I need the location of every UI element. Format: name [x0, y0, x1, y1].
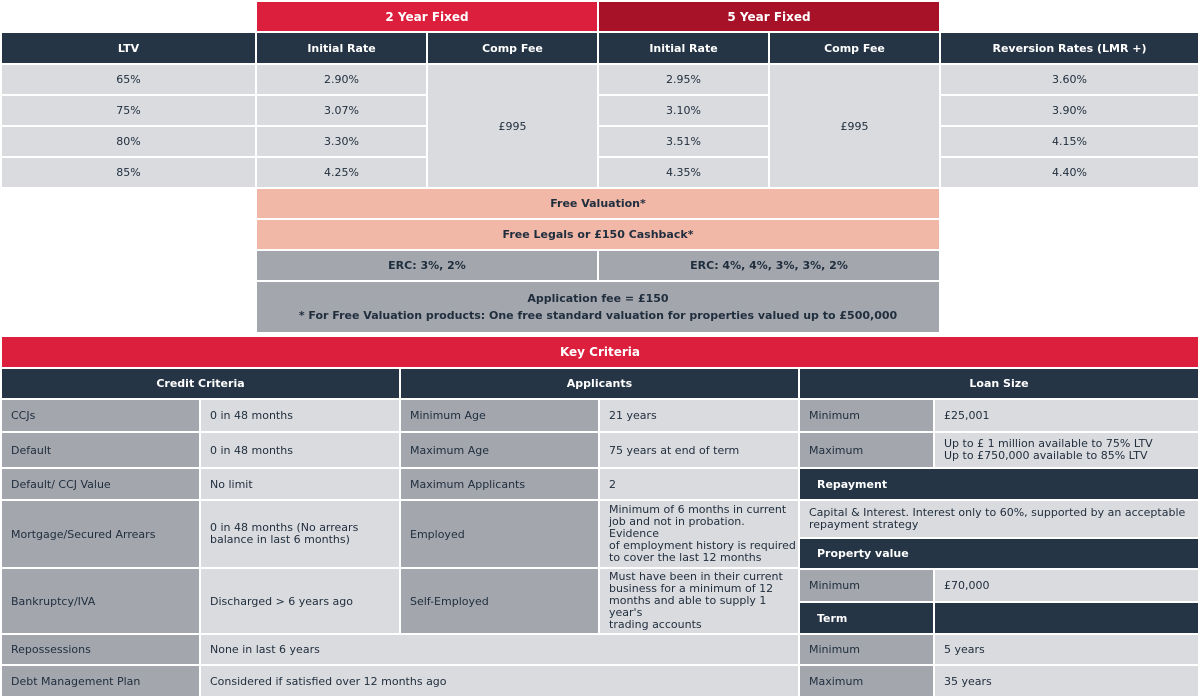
value-line: Up to £ 1 million available to 75% LTV: [944, 437, 1153, 450]
free-valuation-footnote: * For Free Valuation products: One free standard valuation for properties valued up to £500,000: [298, 309, 898, 322]
group-header-5-year-fixed: 5 Year Fixed: [599, 2, 939, 31]
credit-label: Bankruptcy/IVA: [2, 569, 199, 633]
credit-value: None in last 6 years: [201, 635, 798, 664]
credit-criteria-header: Credit Criteria: [2, 369, 399, 398]
credit-value: 0 in 48 months: [201, 433, 399, 467]
value-line: balance in last 6 months): [210, 533, 350, 546]
property-value-header: Property value: [800, 539, 1198, 568]
value-line: 0 in 48 months (No arrears: [210, 521, 359, 534]
repayment-value: [800, 501, 1198, 537]
value-line: months and able to supply 1 year's: [609, 594, 767, 619]
credit-value: [201, 501, 399, 567]
rate-2yr-cell: 3.30%: [257, 127, 426, 156]
term-min-value: 5 years: [935, 635, 1198, 664]
ltv-cell: 80%: [2, 127, 255, 156]
free-legals-banner: Free Legals or £150 Cashback*: [257, 220, 939, 249]
term-max-value: 35 years: [935, 666, 1198, 696]
term-header: Term: [800, 603, 933, 633]
erc-5yr: ERC: 4%, 4%, 3%, 3%, 2%: [599, 251, 939, 280]
term-max-label: Maximum: [800, 666, 933, 696]
value-line: business for a minimum of 12: [609, 582, 774, 595]
col-header-ltv: LTV: [2, 33, 255, 63]
credit-label: Repossessions: [2, 635, 199, 664]
col-header-reversion-rates: Reversion Rates (LMR +): [941, 33, 1198, 63]
loan-min-label: Minimum: [800, 400, 933, 431]
rate-2yr-cell: 4.25%: [257, 158, 426, 187]
reversion-cell: 3.90%: [941, 96, 1198, 125]
credit-value: Considered if satisfied over 12 months ago: [201, 666, 798, 696]
comp-fee-2yr-value: £995: [428, 65, 597, 187]
credit-label: Default/ CCJ Value: [2, 469, 199, 499]
credit-value: Discharged > 6 years ago: [201, 569, 399, 633]
value-line: of employment history is required: [609, 539, 796, 552]
rate-5yr-cell: 4.35%: [599, 158, 768, 187]
term-min-label: Minimum: [800, 635, 933, 664]
credit-value: 0 in 48 months: [201, 400, 399, 431]
value-line: Minimum of 6 months in current: [609, 503, 787, 516]
loan-size-header: Loan Size: [800, 369, 1198, 398]
repayment-header: Repayment: [800, 469, 1198, 499]
rate-5yr-cell: 2.95%: [599, 65, 768, 94]
applicants-label: Employed: [401, 501, 598, 567]
rate-5yr-cell: 3.51%: [599, 127, 768, 156]
value-line: repayment strategy: [809, 518, 919, 531]
credit-label: CCJs: [2, 400, 199, 431]
ltv-cell: 85%: [2, 158, 255, 187]
rate-2yr-cell: 2.90%: [257, 65, 426, 94]
value-line: Capital & Interest. Interest only to 60%, supported by an acceptable: [809, 506, 1186, 519]
applicants-value: 75 years at end of term: [600, 433, 798, 467]
value-line: trading accounts: [609, 618, 702, 631]
term-header-blank: [935, 603, 1198, 633]
value-line: Up to £750,000 available to 85% LTV: [944, 449, 1148, 462]
rate-5yr-cell: 3.10%: [599, 96, 768, 125]
reversion-cell: 3.60%: [941, 65, 1198, 94]
applicants-label: Maximum Age: [401, 433, 598, 467]
col-header-comp-fee-5yr: Comp Fee: [770, 33, 939, 63]
loan-min-value: £25,001: [935, 400, 1198, 431]
reversion-cell: 4.15%: [941, 127, 1198, 156]
rate-2yr-cell: 3.07%: [257, 96, 426, 125]
applicants-header: Applicants: [401, 369, 798, 398]
value-line: to cover the last 12 months: [609, 551, 762, 564]
value-line: Must have been in their current: [609, 570, 783, 583]
property-min-label: Minimum: [800, 570, 933, 601]
key-criteria-title: Key Criteria: [2, 337, 1198, 367]
credit-label: Debt Management Plan: [2, 666, 199, 696]
value-line: job and not in probation. Evidence: [609, 515, 745, 540]
col-header-comp-fee-2yr: Comp Fee: [428, 33, 597, 63]
reversion-cell: 4.40%: [941, 158, 1198, 187]
credit-label: Default: [2, 433, 199, 467]
applicants-label: Minimum Age: [401, 400, 598, 431]
credit-value: No limit: [201, 469, 399, 499]
applicants-value: [600, 569, 798, 633]
applicants-value: 2: [600, 469, 798, 499]
group-header-2-year-fixed: 2 Year Fixed: [257, 2, 597, 31]
applicants-label: Self-Employed: [401, 569, 598, 633]
credit-label: Mortgage/Secured Arrears: [2, 501, 199, 567]
ltv-cell: 65%: [2, 65, 255, 94]
loan-max-label: Maximum: [800, 433, 933, 467]
applicants-value: [600, 501, 798, 567]
applicants-value: 21 years: [600, 400, 798, 431]
col-header-initial-rate-5yr: Initial Rate: [599, 33, 768, 63]
property-min-value: £70,000: [935, 570, 1198, 601]
applicants-label: Maximum Applicants: [401, 469, 598, 499]
ltv-cell: 75%: [2, 96, 255, 125]
col-header-initial-rate-2yr: Initial Rate: [257, 33, 426, 63]
comp-fee-5yr-value: £995: [770, 65, 939, 187]
application-fee-note: [257, 282, 939, 332]
erc-2yr: ERC: 3%, 2%: [257, 251, 597, 280]
loan-max-value: [935, 433, 1198, 467]
free-valuation-banner: Free Valuation*: [257, 189, 939, 218]
application-fee: Application fee = £150: [527, 292, 669, 305]
